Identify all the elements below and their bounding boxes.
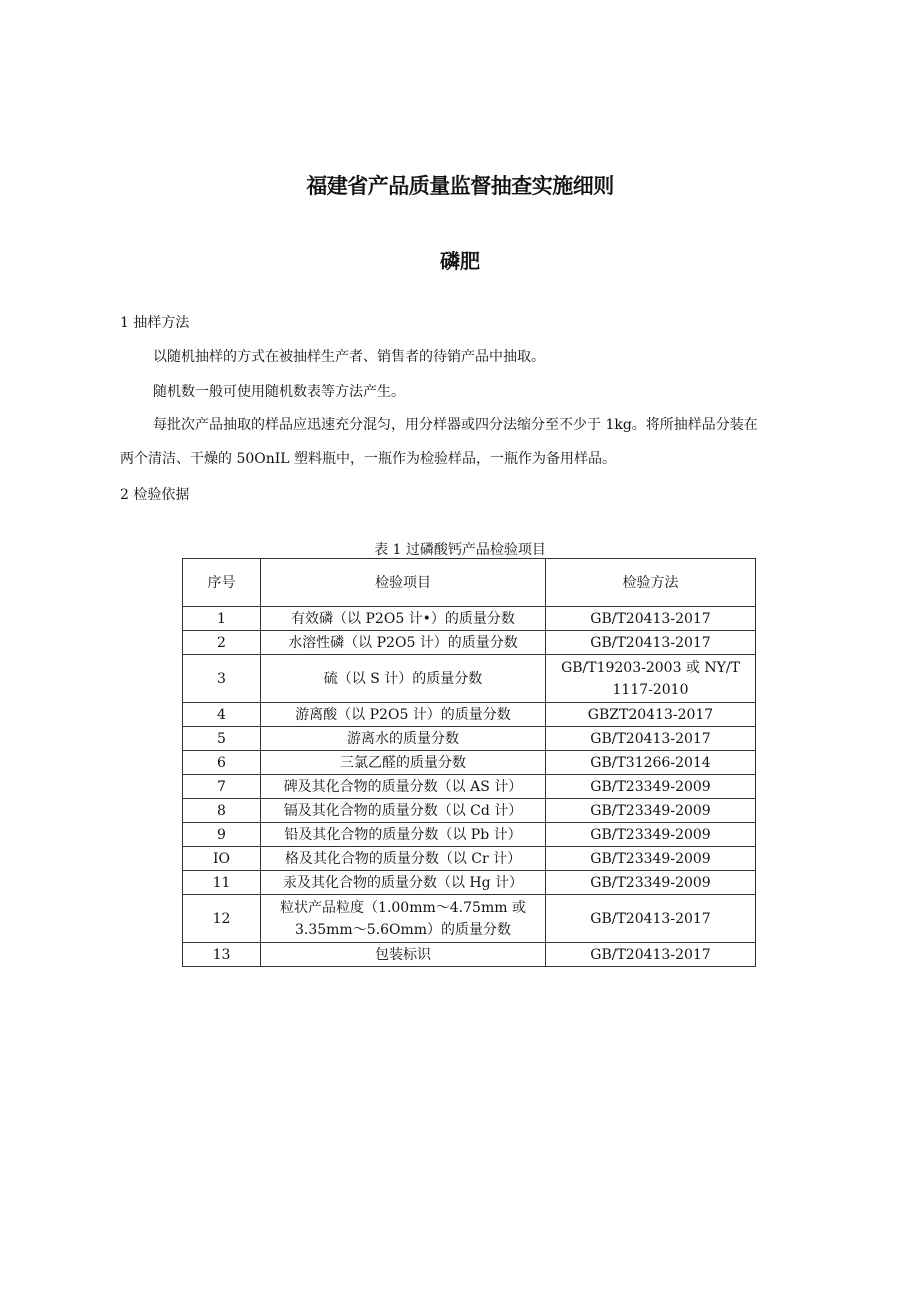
row-method: GB/T31266-2014 [546,751,756,775]
table-header-row [183,559,756,607]
table-caption: 表 1 过磷酸钙产品检验项目 [374,542,546,558]
table-row [183,823,756,847]
paragraph-sampling-method: 以随机抽样的方式在被抽样生产者、销售者的待销产品中抽取。 [153,349,545,365]
table-row [183,799,756,823]
row-item: 硫（以 S 计）的质量分数 [261,655,546,703]
row-no: 6 [183,751,261,775]
header-method: 检验方法 [546,559,756,607]
table-row [183,847,756,871]
inspection-items-table [182,558,756,967]
row-method: GB/T23349-2009 [546,799,756,823]
row-method: GB/T19203-2003 或 NY/T 1117-2010 [546,655,756,703]
row-item: 游离酸（以 P2O5 计）的质量分数 [261,703,546,727]
row-item: 碑及其化合物的质量分数（以 AS 计） [261,775,546,799]
row-no: IO [183,847,261,871]
table-row [183,631,756,655]
row-method: GB/T20413-2017 [546,631,756,655]
row-method: GB/T20413-2017 [546,727,756,751]
row-item: 水溶性磷（以 P2O5 计）的质量分数 [261,631,546,655]
header-item: 检验项目 [261,559,546,607]
row-item: 铅及其化合物的质量分数（以 Pb 计） [261,823,546,847]
row-item: 格及其化合物的质量分数（以 Cr 计） [261,847,546,871]
section2-heading: 2 检验依据 [120,487,190,503]
document-title: 福建省产品质量监督抽查实施细则 [306,174,614,198]
row-no: 3 [183,655,261,703]
table-row [183,895,756,943]
row-no: 13 [183,943,261,967]
row-item: 有效磷（以 P2O5 计•）的质量分数 [261,607,546,631]
row-item: 镉及其化合物的质量分数（以 Cd 计） [261,799,546,823]
row-item: 三氯乙醛的质量分数 [261,751,546,775]
row-no: 4 [183,703,261,727]
row-no: 12 [183,895,261,943]
document-subtitle: 磷肥 [440,249,480,273]
row-method: GB/T23349-2009 [546,847,756,871]
row-item: 包装标识 [261,943,546,967]
paragraph-sample-prep-line2: 两个清洁、干燥的 50OnIL 塑料瓶中，一瓶作为检验样品，一瓶作为备用样品。 [120,451,617,467]
table-row [183,703,756,727]
row-no: 9 [183,823,261,847]
table-row [183,607,756,631]
table-row [183,655,756,703]
row-no: 7 [183,775,261,799]
row-no: 11 [183,871,261,895]
row-method: GB/T23349-2009 [546,775,756,799]
row-method: GB/T23349-2009 [546,871,756,895]
row-method: GB/T20413-2017 [546,607,756,631]
row-no: 5 [183,727,261,751]
table-row [183,775,756,799]
row-method: GB/T23349-2009 [546,823,756,847]
section1-heading: 1 抽样方法 [120,315,190,331]
table-row [183,751,756,775]
row-item: 游离水的质量分数 [261,727,546,751]
row-method: GB/T20413-2017 [546,895,756,943]
row-no: 2 [183,631,261,655]
table-row [183,943,756,967]
table-row [183,871,756,895]
header-no: 序号 [183,559,261,607]
table-row [183,727,756,751]
row-method: GBZT20413-2017 [546,703,756,727]
paragraph-sample-prep-line1: 每批次产品抽取的样品应迅速充分混匀，用分样器或四分法缩分至不少于 1kg。将所抽样品分装在 [153,417,758,433]
row-item: 汞及其化合物的质量分数（以 Hg 计） [261,871,546,895]
paragraph-random-numbers: 随机数一般可使用随机数表等方法产生。 [153,384,405,400]
row-item: 粒状产品粒度（1.00mm～4.75mm 或 3.35mm～5.6Omm）的质量分数 [261,895,546,943]
row-no: 1 [183,607,261,631]
row-no: 8 [183,799,261,823]
row-method: GB/T20413-2017 [546,943,756,967]
